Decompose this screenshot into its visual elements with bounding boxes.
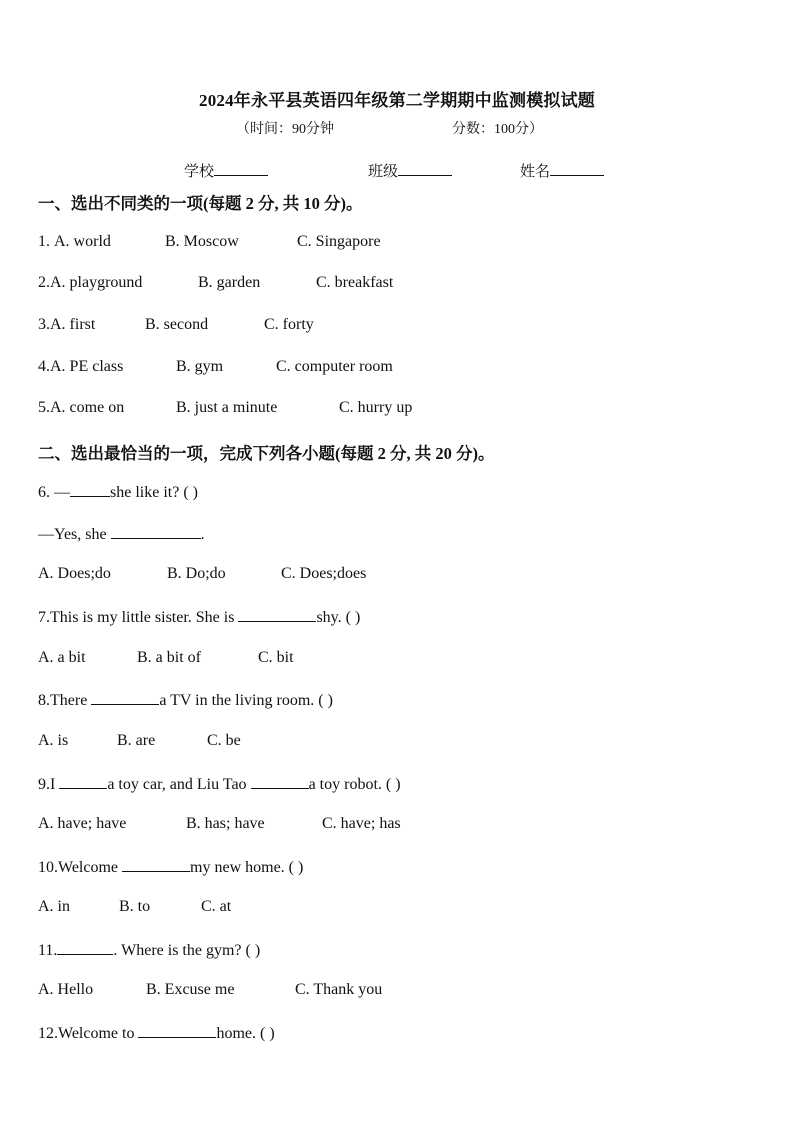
school-field: [184, 160, 268, 181]
class-label: 班级: [368, 164, 399, 180]
answer-blank[interactable]: [251, 774, 309, 789]
option-c: C. forty: [264, 316, 314, 333]
option-b: B. gym: [176, 358, 224, 375]
option-a: A. Does;do: [38, 565, 111, 582]
option-b: B. Do;do: [167, 565, 226, 582]
question-number: 3.: [38, 316, 50, 333]
question-9: [38, 774, 401, 794]
option-a: A. world: [54, 233, 111, 250]
question-9-options: [38, 815, 401, 833]
option-b: B. are: [117, 732, 156, 749]
question-1: [38, 233, 381, 251]
option-b: B. a bit of: [137, 649, 201, 666]
option-a: A. a bit: [38, 649, 86, 666]
question-text-pre: 7.This is my little sister. She is: [38, 609, 239, 626]
question-11-options: [38, 981, 382, 999]
option-c: C. Does;does: [281, 565, 367, 582]
name-blank[interactable]: [550, 161, 604, 176]
question-text: she like it? ( ): [110, 484, 198, 501]
section-1-heading: 一、选出不同类的一项(每题 2 分, 共 10 分)。: [38, 194, 363, 213]
option-c: C. Thank you: [295, 981, 383, 998]
name-field: [520, 160, 604, 181]
question-2: [38, 274, 393, 292]
option-c: C. hurry up: [339, 399, 413, 416]
question-text-post: home. ( ): [216, 1025, 275, 1042]
option-a: A. have; have: [38, 815, 127, 832]
question-6-options: [38, 565, 366, 583]
option-c: C. be: [207, 732, 241, 749]
answer-blank[interactable]: [91, 690, 159, 705]
option-a: A. playground: [50, 274, 143, 291]
answer-blank[interactable]: [138, 1023, 216, 1038]
question-number: 5.: [38, 399, 50, 416]
option-b: B. second: [145, 316, 209, 333]
reply-suffix: .: [200, 526, 205, 543]
question-text-post: a TV in the living room. ( ): [159, 692, 333, 709]
option-a: A. come on: [50, 399, 125, 416]
answer-blank[interactable]: [122, 857, 190, 872]
question-text-post: my new home. ( ): [190, 859, 304, 876]
answer-blank[interactable]: [70, 482, 110, 497]
question-number: 1.: [38, 233, 54, 250]
answer-blank[interactable]: [111, 524, 201, 539]
question-8-options: [38, 732, 241, 750]
option-b: B. just a minute: [176, 399, 278, 416]
question-text-pre: 8.There: [38, 692, 92, 709]
question-6-reply: [38, 524, 205, 544]
question-7: [38, 607, 360, 627]
question-text-pre: 10.Welcome: [38, 859, 123, 876]
school-label: 学校: [184, 164, 215, 180]
option-b: B. to: [119, 898, 151, 915]
question-10: [38, 857, 303, 877]
question-number: 6. —: [38, 484, 70, 501]
question-4: [38, 358, 393, 376]
option-a: A. in: [38, 898, 70, 915]
question-5: [38, 399, 412, 417]
option-c: C. Singapore: [297, 233, 381, 250]
option-a: A. first: [50, 316, 96, 333]
question-number: 2.: [38, 274, 50, 291]
option-b: B. Moscow: [165, 233, 239, 250]
option-c: C. at: [201, 898, 232, 915]
option-a: A. Hello: [38, 981, 94, 998]
question-10-options: [38, 898, 231, 916]
option-c: C. breakfast: [316, 274, 394, 291]
class-field: [368, 160, 452, 181]
answer-blank[interactable]: [57, 940, 113, 955]
option-c: C. have; has: [322, 815, 401, 832]
question-11: [38, 940, 260, 960]
section-2-heading: 二、选出最恰当的一项，完成下列各小题(每题 2 分, 共 20 分)。: [38, 444, 495, 463]
question-text-pre: 11.: [38, 942, 58, 959]
class-blank[interactable]: [398, 161, 452, 176]
question-number: 4.: [38, 358, 50, 375]
option-a: A. is: [38, 732, 69, 749]
question-text-post: a toy robot. ( ): [308, 776, 401, 793]
reply-prefix: —Yes, she: [38, 526, 111, 543]
option-a: A. PE class: [50, 358, 124, 375]
option-b: B. has; have: [186, 815, 265, 832]
answer-blank[interactable]: [59, 774, 107, 789]
question-6: [38, 482, 198, 502]
option-c: C. computer room: [276, 358, 393, 375]
question-12: [38, 1023, 275, 1043]
question-7-options: [38, 649, 294, 667]
option-c: C. bit: [258, 649, 294, 666]
exam-score: 分数：100分）: [452, 122, 543, 137]
option-b: B. garden: [198, 274, 261, 291]
school-blank[interactable]: [214, 161, 268, 176]
question-text-pre: 12.Welcome to: [38, 1025, 139, 1042]
exam-time: （时间：90分钟: [236, 122, 334, 137]
answer-blank[interactable]: [238, 607, 316, 622]
question-3: [38, 316, 314, 334]
option-b: B. Excuse me: [146, 981, 235, 998]
question-text-mid: a toy car, and Liu Tao: [107, 776, 251, 793]
question-8: [38, 690, 333, 710]
question-text-pre: 9.I: [38, 776, 60, 793]
question-text-post: . Where is the gym? ( ): [113, 942, 261, 959]
question-text-post: shy. ( ): [316, 609, 361, 626]
exam-title: 2024年永平县英语四年级第二学期期中监测模拟试题: [199, 91, 595, 110]
name-label: 姓名: [520, 164, 551, 180]
